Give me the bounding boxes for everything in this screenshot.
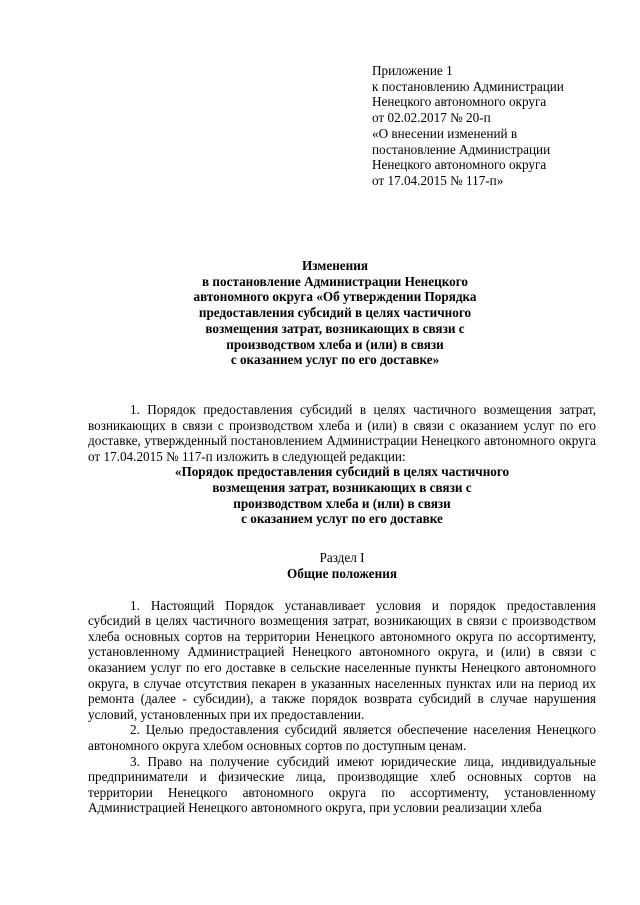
- title-line: предоставления субсидий в целях частичного: [198, 305, 472, 321]
- quoted-title-line: «Порядок предоставления субсидий в целях частичного: [174, 464, 510, 480]
- appendix-line: Ненецкого автономного округа: [372, 94, 547, 110]
- section-heading: [88, 550, 596, 581]
- appendix-line: от 02.02.2017 № 20-п: [372, 110, 491, 126]
- spacer: [88, 582, 596, 598]
- title-line: Изменения: [302, 258, 368, 273]
- paragraph-1: 1. Настоящий Порядок устанавливает условия и порядок предоставления субсидий в целях частичного возмещения затрат, возникающих в связи с производством хлеба основных сортов на территории Ненецкого автономного округа по ассортименту, установленному Администрацией Ненецкого автономного округа, и (или) в связи с оказанием услуг по его доставке в сельские населенные пункты Ненецкого автономного округа, в случае отсутствия пекарен в указанных населенных пунктах или на период их ремонта (далее - субсидии), а также порядок возврата субсидий в случае нарушения условий, установленных при их предоставлении.: [88, 597, 596, 722]
- title-line: автономного округа «Об утверждении Порядка: [193, 289, 477, 305]
- appendix-block: [372, 63, 622, 189]
- paragraph-2: 2. Целью предоставления субсидий является обеспечение населения Ненецкого автономного округа хлебом основных сортов по доступным ценам.: [88, 722, 596, 753]
- paragraph-3: 3. Право на получение субсидий имеют юридические лица, индивидуальные предприниматели и физические лица, производящие хлеб основных сортов на территории Ненецкого автономного округа по ассортименту, установленному Администрацией Ненецкого автономного округа, при условии реализации хлеба: [88, 753, 596, 816]
- title-line: возмещения затрат, возникающих в связи с: [205, 320, 465, 336]
- appendix-line: от 17.04.2015 № 117-п»: [372, 172, 504, 188]
- quoted-order-title: [88, 464, 596, 527]
- section-name: Общие положения: [287, 565, 397, 581]
- appendix-line: к постановлению Администрации: [372, 78, 564, 94]
- intro-paragraph: 1. Порядок предоставления субсидий в целях частичного возмещения затрат, возникающих в связи с производством хлеба и (или) в связи с оказанием услуг по его доставке, утвержденный постановлением Администрации Ненецкого автономного округа от 17.04.2015 № 117-п изложить в следующей редакции:: [88, 402, 596, 464]
- title-line: с оказанием услуг по его доставке»: [230, 352, 440, 368]
- document-body: [88, 402, 596, 816]
- section-number: Раздел I: [319, 550, 365, 566]
- appendix-line: Ненецкого автономного округа: [372, 157, 547, 173]
- appendix-line: Приложение 1: [372, 63, 453, 78]
- quoted-title-line: с оказанием услуг по его доставке: [241, 511, 443, 527]
- quoted-title-line: возмещения затрат, возникающих в связи с: [212, 480, 472, 496]
- title-line: производством хлеба и (или) в связи: [226, 336, 444, 352]
- appendix-line: «О внесении изменений в: [372, 125, 518, 141]
- document-title: [150, 258, 520, 368]
- quoted-title-line: производством хлеба и (или) в связи: [233, 495, 451, 511]
- title-line: в постановление Администрации Ненецкого: [201, 273, 469, 289]
- appendix-line: постановление Администрации: [372, 141, 551, 157]
